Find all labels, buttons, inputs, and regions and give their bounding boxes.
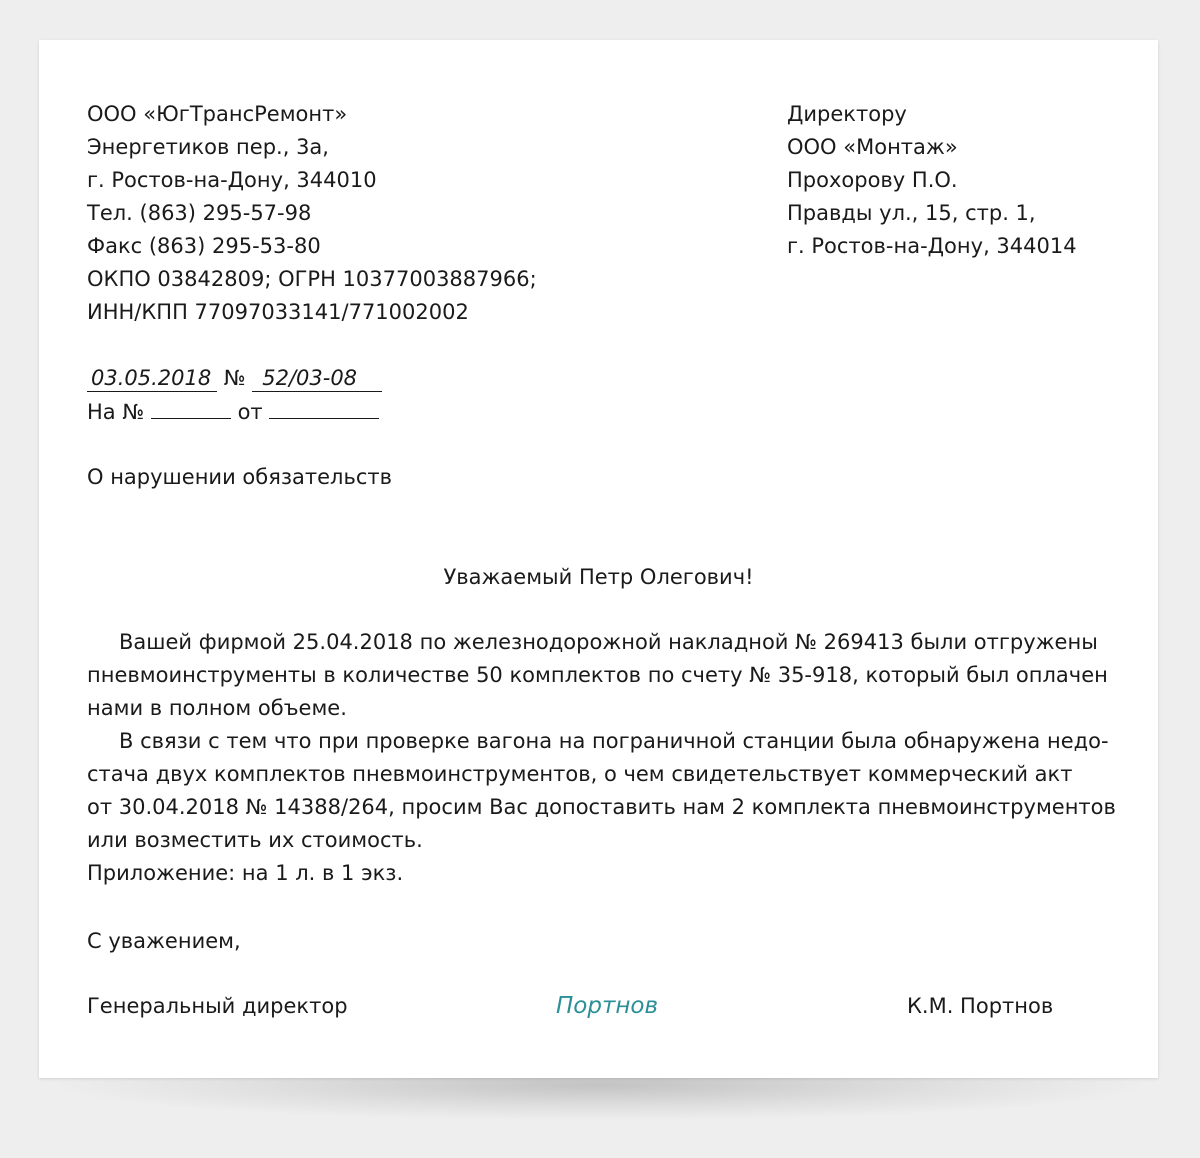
- body-line: Вашей фирмой 25.04.2018 по железнодорожной накладной № 269413 были отгружены: [119, 630, 1098, 654]
- sender-company: ООО «ЮгТрансРемонт»: [87, 102, 348, 126]
- body-line: нами в полном объеме.: [87, 696, 347, 720]
- recipient-block: [787, 98, 1077, 263]
- body-line: В связи с тем что при проверке вагона на пограничной станции была обнаружена недо-: [119, 729, 1109, 753]
- reply-number-label: На №: [87, 400, 145, 424]
- recipient-company: ООО «Монтаж»: [787, 135, 958, 159]
- body-line: пневмоинструменты в количестве 50 комплектов по счету № 35-918, который был оплачен: [87, 663, 1108, 687]
- letter-greeting: Уважаемый Петр Олегович!: [443, 565, 754, 589]
- body-line: от 30.04.2018 № 14388/264, просим Вас допоставить нам 2 комплекта пневмоинструментов: [87, 795, 1116, 819]
- recipient-person: Прохорову П.О.: [787, 168, 958, 192]
- sender-okpo-ogrn: ОКПО 03842809; ОГРН 10377003887966;: [87, 267, 537, 291]
- reply-reference-line: [87, 396, 379, 429]
- closing-phrase: С уважением,: [87, 929, 241, 953]
- letter-number: 52/03-08: [252, 365, 382, 392]
- recipient-title: Директору: [787, 102, 907, 126]
- body-line: или возместить их стоимость.: [87, 828, 423, 852]
- number-sign: №: [223, 366, 246, 390]
- recipient-city: г. Ростов-на-Дону, 344014: [787, 234, 1077, 258]
- letter-sheet: [39, 40, 1158, 1078]
- letter-body: [87, 626, 1116, 890]
- sender-street: Энергетиков пер., 3а,: [87, 135, 329, 159]
- letter-subject: О нарушении обязательств: [87, 465, 392, 489]
- sender-fax: Факс (863) 295-53-80: [87, 234, 321, 258]
- signer-name: К.М. Портнов: [907, 994, 1054, 1018]
- reply-from-label: от: [237, 400, 263, 424]
- attachment-note: Приложение: на 1 л. в 1 экз.: [87, 861, 404, 885]
- sender-inn-kpp: ИНН/КПП 77097033141/771002002: [87, 300, 469, 324]
- reply-number-blank: [151, 398, 231, 419]
- signer-position: Генеральный директор: [87, 994, 348, 1018]
- body-line: стача двух комплектов пневмоинструментов, о чем свидетельствует коммерческий акт: [87, 762, 1073, 786]
- reply-date-blank: [269, 398, 379, 419]
- registration-line: [87, 362, 382, 395]
- handwritten-signature: Портнов: [556, 993, 659, 1019]
- sender-city: г. Ростов-на-Дону, 344010: [87, 168, 377, 192]
- sender-block: [87, 98, 537, 329]
- recipient-street: Правды ул., 15, стр. 1,: [787, 201, 1036, 225]
- sender-phone: Тел. (863) 295-57-98: [87, 201, 312, 225]
- letter-date: 03.05.2018: [87, 365, 217, 392]
